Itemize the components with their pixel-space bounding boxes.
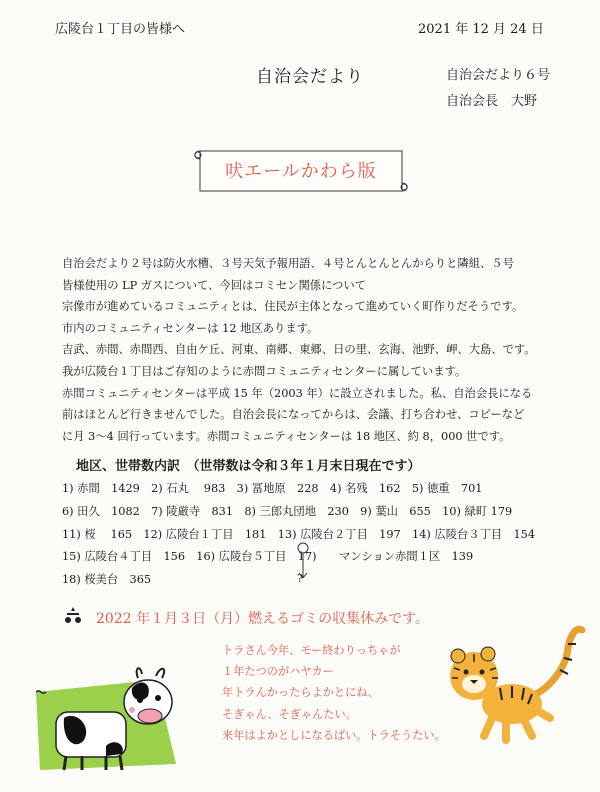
body-line: 前はほとんど行きませんでした。自治会長になってからは、会議、打ち合わせ、コピーなど [62,408,525,422]
poem-line: トラさん今年、モー終わりっちゃが [222,644,401,657]
page-title: 自治会だより [256,67,364,87]
banner [190,147,412,197]
handwritten-annotation [288,540,318,584]
districts-heading: 地区、世帯数内訳 （世帯数は令和３年１月末日現在です） [76,459,421,474]
body-line: 自治会だより２号は防火水槽、３号天気予報用語、４号とんとんとんからりと隣組、５号 [62,257,514,270]
poem [222,640,446,746]
poem-line: 年トラんかったらよかとにね、 [222,686,379,700]
district-line: 11) 桜 165 12) 広陵台１丁目 181 13) 広陵台２丁目 197 14) 広陵台３丁目 154 [62,527,536,541]
body-line: 吉武、赤間、赤間西、自由ケ丘、河東、南郷、東郷、日の里、玄海、池野、岬、大島、です。 [62,343,536,357]
author: 自治会長 大野 [446,94,538,109]
body-line: 市内のコミュニティセンターは 12 地区あります。 [62,321,319,335]
body-line: 皆様使用の LP ガスについて、今回はコミセン関係について [62,278,367,292]
holiday-notice: 2022 年１月３日（月）燃えるゴミの収集休みです。 [96,611,429,627]
holiday-mark-icon [64,606,82,624]
body-line: に月 3～4 回行っています。赤間コミュニティセンターは 18 地区、約 8，000 世です。 [62,429,511,443]
district-line: 15) 広陵台４丁目 156 16) 広陵台５丁目 17) マンション赤間１区 139 [62,550,474,564]
body-line: 宗像市が進めているコミュニティとは、住民が主体となって進めていく町作りだそうです。 [62,300,524,314]
body-paragraph [62,253,536,447]
district-line: 6) 田久 1082 7) 陵厳寺 831 8) 三郎丸団地 230 9) 葉山 655 10) 緑町 179 [62,504,513,518]
banner-title: 吠エールかわら版 [225,161,377,182]
handwritten-question-mark: ? [297,572,303,585]
recipient: 広陵台１丁目の皆様へ [55,22,186,37]
poem-line: 来年はよかとしになるばい。トラそうたい。 [222,728,446,742]
poem-line: そぎゃん、そぎゃんたい。 [222,707,357,721]
issue-number: 自治会だより６号 [446,68,551,83]
date: 2021 年 12 月 24 日 [418,22,544,37]
tiger-illustration-icon [440,618,590,748]
cow-illustration-icon [36,652,186,772]
district-line: 1) 赤間 1429 2) 石丸 983 3) 冨地原 228 4) 名残 162 5) 徳重 701 [62,482,483,495]
body-line: 赤間コミュニティセンターは平成 15 年（2003 年）に設立されました。私、自治会長になる [62,386,533,400]
district-line: 18) 桜美台 365 [62,573,152,587]
body-line: 我が広陵台１丁目はご存知のように赤間コミュニティセンターに属しています。 [62,364,467,378]
poem-line: １年たつのがハヤカー [222,665,334,679]
